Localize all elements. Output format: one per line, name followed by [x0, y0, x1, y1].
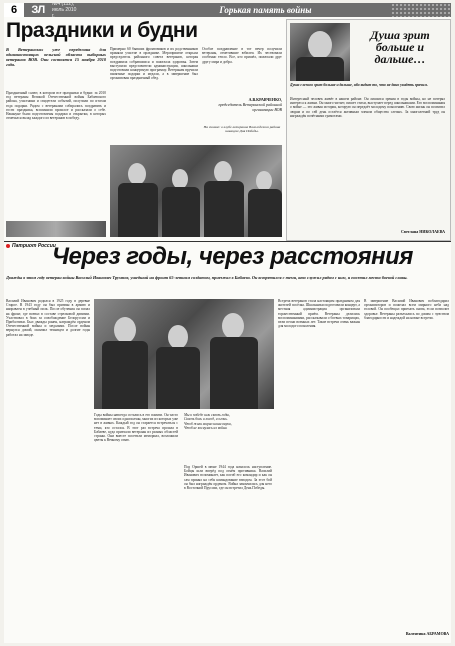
sidebar-body: Интересный человек живёт в нашем районе. Он лишился зрения в годы войны, но не потерял интереса к жизни. Он много читает, пишет стихи, выступает перед школьниками. Его воспоминания о войне — это живая история, которую он передаёт молодому поколению. Свою жизнь он посвятил людям и по сей день остаётся активным членом общества слепых. За многолетний труд он награждён почётными грамотами.	[290, 97, 445, 118]
article2-rubric	[6, 243, 56, 249]
article1-body-col2: Примерно 60 бывших фронтовиков и их родственников приняли участие в празднике. Мероприятие открыла председатель районного совета ветеранов, которая поздравила собравшихся и пожелала здоровья. Затем выступили представители администрации, школьники подготовили концертную программу. Ветеранам вручили памятные подарки и медали, а в завершение был организован праздничный обед.	[110, 47, 198, 81]
article1-sig-name: А.В.КРАВЧЕНКО,	[248, 97, 282, 102]
article2-col2: Годы войны навсегда остались в его памяти. Он часто вспоминает своих однополчан, многих из которых уже нет в живых. Каждый год он старается встречаться с теми, кто остался. В этот раз встреча прошла в Бабаеве, куда приехали ветераны из разных областей страны. Они вместе посетили мемориал, возложили цветы к Вечному огню.	[94, 413, 178, 443]
sidebar-title: Душа зрит больше и дальше…	[370, 28, 430, 66]
article2-photo	[94, 299, 274, 409]
sidebar-signature: Светлана НИКОЛАЕВА	[400, 229, 445, 234]
article1-signature	[202, 97, 282, 112]
article2-lead: Дважды в этом году ветеран войны Василий Иванович Трухтов, ушедший на фронт 65-летним солдатом, приезжал в Бабаево. Он встретился с теми, кто служил рядом с ним, и посетил места боевой славы.	[6, 275, 408, 280]
article1-title: Праздники и будни	[6, 19, 198, 42]
article2-poem: Мы к победе шли сквозь годы, Сквозь боль и холод, и огонь. Чтоб жили мирно наши внуки, Чтоб не коснулась их война.	[184, 413, 232, 431]
newspaper-page	[4, 3, 451, 643]
newspaper-logo: ЗЛ	[31, 4, 45, 16]
article1-photo-note: На снимке: в клубе ветеранов Вологодского района накануне Дня Победы.	[203, 125, 281, 134]
divider	[4, 241, 451, 242]
article2-title: Через годы, через расстояния	[52, 243, 413, 270]
rubric-dot-icon	[6, 244, 10, 248]
page-number: 6	[4, 3, 24, 17]
header-dot-pattern	[391, 3, 451, 17]
page-header	[4, 3, 451, 17]
sidebar-lead: Душа слепого зрит больше и дальше, ибо видит то, что не дано увидеть зрячим.	[290, 83, 428, 87]
article2-col5: В завершение Василий Иванович поблагодарил организаторов и пожелал всем мирного неба над головой. Он пообещал приехать снова, если позволит здоровье. Ветераны разъехались по домам с чувством благодарности и надеждой на новые встречи.	[364, 299, 449, 320]
article1-sig-role: председатель Ветеранской районной организации ВОВ	[218, 102, 282, 112]
article2-col4: Встреча ветеранов стала настоящим праздником для жителей посёлка. Школьники подготовили концерт, а местная администрация организовала торжественный приём. Ветераны делились воспоминаниями, рассказывали о боевых товарищах, пели песни военных лет. Такие встречи очень важны для молодого поколения.	[278, 299, 360, 329]
sidebar-photo	[290, 23, 350, 81]
article2-signature: Валентина АБРАМОВА	[405, 631, 449, 636]
issue-info: №4 (112), июль 2010 г.	[52, 1, 77, 19]
article1-photo	[110, 145, 282, 237]
article1-lead: В Ветеранских уже переделана для одинокостоящих вельской области выборных ветеранов ВОВ. Они состоятся 15 ноября 2010 года.	[6, 47, 106, 67]
article2-col1: Василий Иванович родился в 1925 году в деревне Старое. В 1943 году он был призван в армию и направлен в учебный полк. После обучения он попал на фронт, где воевал в составе стрелковой дивизии. Участвовал в боях за освобождение Белоруссии и Прибалтики. Был дважды ранен, награждён орденом Отечественной войны и медалями. После войны вернулся домой, окончил техникум и долгие годы работал на заводе.	[6, 299, 90, 337]
article1-body-col3: Особое поздравление в тот вечер получили ветераны, отметившие юбилеи. Их чествовали особенно тепло. Все, кто пришёл, пожелали друг другу мира и добра.	[202, 47, 282, 64]
article1-photo-strip	[6, 221, 106, 237]
article1-body-col1: Праздничный салют, в котором все праздники и будни: за 2010 год ветераны Великой Отечественной войны Бабаевского района, участники и свидетели событий, получили по итогам года подарки. Рядом с ветеранами собирались поздравить и гости праздника, вспомнили прошлое и рассказали о себе. Накануне были подготовлены подарки и открытки, в которых отмечался вклад каждого из ветеранов в победу.	[6, 91, 106, 121]
article2-col3: Под Оршей в июне 1944 года началось наступление. Бойцы шли вперёд под огнём противника. Василий Иванович вспоминает, как погиб его командир и как он сам принял на себя командование взводом. За этот бой он был награждён орденом. Война закончилась для него в Восточной Пруссии, где он встретил День Победы.	[184, 465, 272, 491]
rubric-label: Патриот России	[12, 243, 56, 249]
section-title: Горькая память войны	[219, 5, 312, 15]
